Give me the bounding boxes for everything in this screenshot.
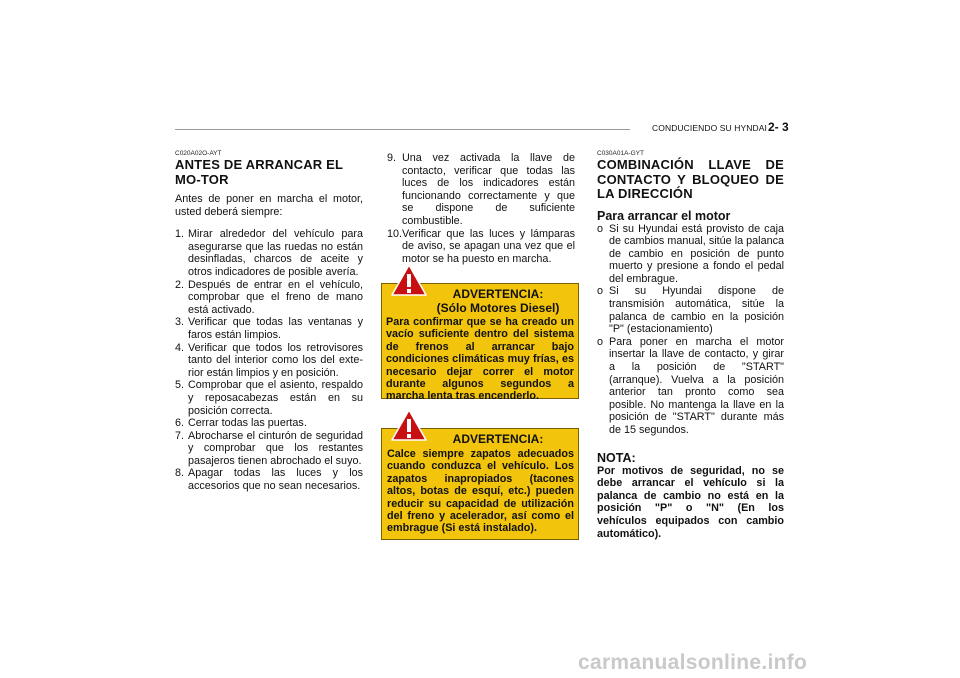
page-number: 2- 3: [768, 120, 789, 134]
warning-title: ADVERTENCIA:: [452, 287, 544, 301]
right-column: [597, 150, 784, 540]
list-item: 7. Abrocharse el cinturón de seguridad y comprobar que los restantes pasajeros tienen abrochado el suyo.: [175, 429, 363, 467]
list-item: 2. Después de entrar en el vehículo, comprobar que el freno de mano está activado.: [175, 278, 363, 316]
list-item: 8. Apagar todas las luces y los accesorios que no sean necesarios.: [175, 467, 363, 493]
list-item: 1. Mirar alrededor del vehículo para asegurarse que las ruedas no están desinfladas, charcos de aceite y otros indicadores de posible avería.: [175, 228, 363, 278]
warning-box-diesel: [381, 283, 579, 403]
note-heading: NOTA:: [597, 450, 636, 465]
list-item: 10. Verificar que las luces y lámparas de aviso, se apagan una vez que el motor se ha puesto en marcha.: [387, 227, 575, 265]
section-title: CONDUCIENDO SU HYNDAI: [652, 123, 767, 133]
note-body: Por motivos de seguridad, no se debe arrancar el vehículo si la palanca de cambio no está en la posición "P" o "N" (En los vehículos equipados con cambio automático).: [597, 464, 784, 540]
middle-column: [387, 152, 575, 265]
list-item: 9. Una vez activada la llave de contacto, verificar que todas las luces de los indicadores están funcionando correctamente y que se dispone de suficiente combustible.: [387, 152, 575, 227]
list-item: 6. Cerrar todas las puertas.: [175, 417, 307, 430]
list-item: o Si su Hyundai dispone de transmisión automática, sitúe la palanca de cambio en la posición "P" (estacionamiento): [597, 285, 784, 336]
list-item: o Para poner en marcha el motor insertar la llave de contacto, y girar a la posición de "START" (arranque). Vuelva a la posición anterior tan pronto como sea posible. No mantenga la llave en la posición de "START" durante más de 15 segundos.: [597, 335, 784, 436]
section-heading: ANTES DE ARRANCAR EL MO-TOR: [175, 157, 343, 187]
header-rule: [175, 129, 630, 130]
warning-box-footwear: [381, 428, 579, 540]
warning-title: ADVERTENCIA:: [452, 432, 544, 446]
list-item: 4. Verificar que todos los retrovisores tanto del interior como los del exte-rior están limpios y en posición.: [175, 341, 363, 379]
subsection-heading: Para arrancar el motor: [597, 208, 731, 223]
list-item: 3. Verificar que todas las ventanas y faros están limpios.: [175, 316, 363, 341]
section-heading: COMBINACIÓN LLAVE DE CONTACTO Y BLOQUEO DE LA DIRECCIÓN: [597, 157, 784, 201]
intro-text: Antes de poner en marcha el motor, usted deberá siempre:: [175, 193, 363, 218]
list-item: 5. Comprobar que el asiento, respaldo y reposacabezas están en su posición correcta.: [175, 379, 363, 417]
list-item: o Si su Hyundai está provisto de caja de cambios manual, sitúe la palanca de cambio en posición de punto muerto y presione a fondo el pedal del embrague.: [597, 222, 784, 285]
warning-body: Calce siempre zapatos adecuados cuando conduzca el vehículo. Los zapatos inapropiados (tacones altos, botas de esquí, etc.) pueden reducir su capacidad de utilización del freno y acelerador, así como el embrague (Si está instalado).: [387, 448, 574, 535]
checklist: [175, 228, 363, 492]
option-list: [597, 223, 784, 437]
warning-body: Para confirmar que se ha creado un vacío suficiente dentro del sistema de frenos al arrancar bajo condiciones climáticas muy frías, es necesario dejar correr el motor durante algunos segundos a marcha lenta tras encenderlo.: [386, 316, 574, 403]
left-column: [175, 150, 363, 493]
warning-subtitle: (Sólo Motores Diesel): [436, 301, 560, 315]
section-code: C030A01A-GYT: [597, 150, 644, 157]
section-code: C020A02O-AYT: [175, 150, 222, 157]
watermark: carmanualsonline.info: [578, 651, 808, 674]
checklist-continued: [387, 152, 575, 265]
